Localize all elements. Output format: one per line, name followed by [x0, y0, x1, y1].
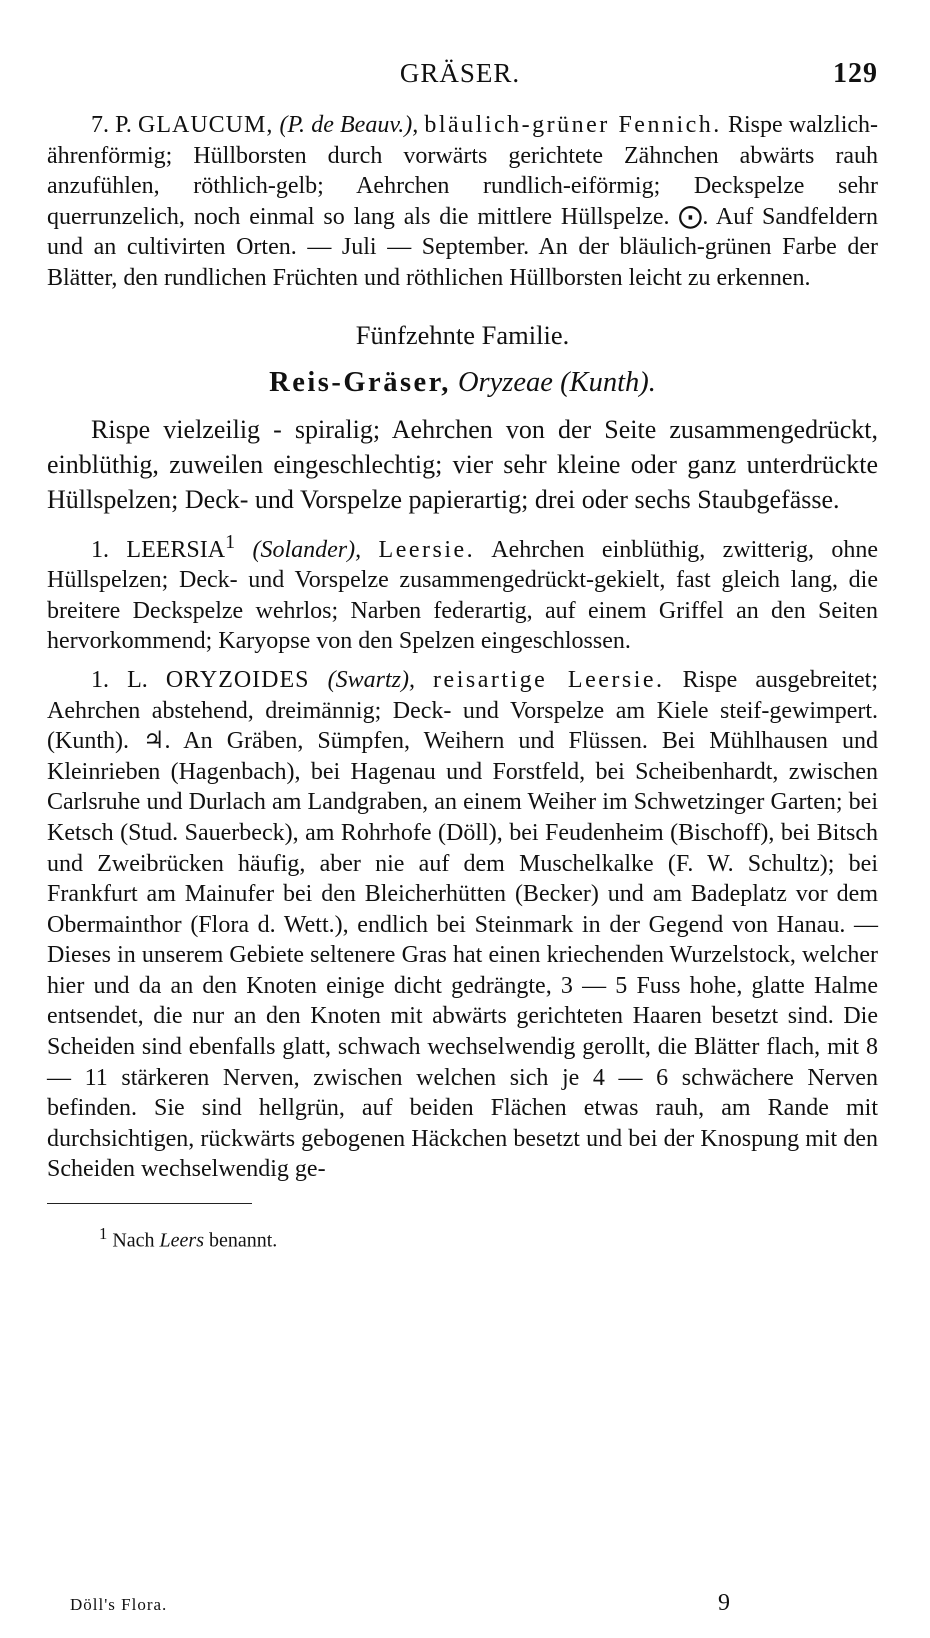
footnote — [47, 1224, 878, 1253]
footnote-mark: 1 — [99, 1224, 108, 1244]
footnote-text-end: benannt. — [208, 1229, 278, 1252]
species-name: ORYZOIDES — [165, 666, 310, 693]
species-description-localities: Rispe ausgebreitet; Aehrchen abstehend, dreimännig; Deck- und Vorspelze am Kiele steif-gewimpert. (Kunth). ♃. An Gräben, Sümpfen, Weihern und Flüssen. Bei Mühlhausen und Kleinrieben (Hagenbach), bei Hagenau und Forstfeld, bei Scheibenhardt, zwischen Carlsruhe und Durlach am Landgraben, an einem Weiher im Schwetzinger Garten; bei Ketsch (Stud. Sauerbeck), am Rohrhofe (Döll), bei Feudenheim (Bischoff), bei Bitsch und Zweibrücken häufig, aber nie auf dem Muschelkalke (F. W. Schultz); bei Frankfurt am Mainufer bei den Bleicherhütten (Becker) und am Badeplatz vor dem Obermainthor (Flora d. Wett.), endlich bei Steinmark in der Gegend von Hanau. — [47, 666, 879, 938]
family-title — [47, 358, 878, 408]
footnote-text-start: Nach — [112, 1229, 155, 1252]
species-entry-oryzoides — [47, 665, 878, 1185]
genus-author: (Solander), — [252, 536, 362, 563]
family-author: (Kunth). — [560, 366, 656, 398]
species-author: (Swartz), — [327, 666, 415, 693]
genus-description: Aehrchen einblüthig, zwitterig, ohne Hüllspelzen; Deck- und Vorspelze zusammengedrückt-gekielt, fast gleich lang, die breitere Deckspelze wehrlos; Narben federartig, auf einem Griffel an den Seiten hervorkommend; Karyopse von den Spelzen eingeschlossen. — [47, 536, 879, 655]
footnote-divider — [47, 1203, 252, 1204]
page-header — [47, 58, 878, 110]
species-common-name: reisartige Leersie. — [433, 666, 665, 693]
species-name: GLAUCUM, — [138, 112, 274, 138]
signature-mark: Döll's Flora. — [70, 1595, 168, 1614]
genus-name: LEERSIA — [126, 536, 226, 563]
species-description-morphology: — Dieses in unserem Gebiete seltenere Gras hat einen kriechenden Wurzelstock, welcher hier und da an den Knoten einige dicht gedrängte, 3 — 5 Fuss hohe, glatte Halme entsendet, die nur an den Knoten mit abwärts gerichteten Haaren besetzt sind. Die Scheiden sind ebenfalls glatt, schwach wechselwendig gerollt, die Blätter flach, mit 8 — 11 stärkeren Nerven, zwischen welchen sich je 4 — 6 schwächere Nerven befinden. Sie sind hellgrün, auf beiden Flächen etwas rauh, am Rande mit durchsichtigen, rückwärts gebogenen Häckchen besetzt und bei der Knospung mit den Scheiden wechselwendig ge- — [47, 911, 878, 1183]
running-title: GRÄSER. — [399, 58, 521, 88]
family-name: Reis-Gräser, — [269, 366, 451, 398]
species-number: 7. P. — [91, 112, 132, 138]
species-number: 1. L. — [91, 666, 148, 693]
family-heading: Fünfzehnte Familie. — [355, 319, 570, 350]
footnote-person-name: Leers — [159, 1229, 204, 1252]
genus-entry-leersia — [47, 527, 878, 657]
gathering-number: 9 — [718, 1590, 730, 1616]
genus-number: 1. — [91, 536, 109, 563]
page-number: 129 — [833, 58, 878, 89]
genus-common-name: Leersie. — [378, 536, 476, 563]
species-common-name: bläulich-grüner Fennich. — [424, 112, 722, 138]
family-description: Rispe vielzeilig - spiralig; Aehrchen von der Seite zusammengedrückt, einblüthig, zuweilen eingeschlechtig; vier sehr kleine oder ganz unterdrückte Hüllspelzen; Deck- und Vorspelze papierartig; drei oder sechs Staubgefässe. — [47, 414, 878, 514]
footnote-reference: 1 — [225, 530, 236, 553]
page-footer — [70, 1590, 730, 1617]
family-latin-name: Oryzeae — [457, 366, 553, 398]
species-author: (P. de Beauv.), — [279, 112, 419, 138]
species-description: Rispe walzlich-ährenförmig; Hüllborsten durch vorwärts gerichtete Zähnchen abwärts rauh anzufühlen, röthlich-gelb; Aehrchen rundlich-eiförmig; Deckspelze sehr querrunzelich, noch einmal so lang als die mittlere Hüllspelze. ⨀. Auf Sandfeldern und an cultivirten Orten. — Juli — September. An der bläulich-grünen Farbe der Blätter, den rundlichen Früchten und röthlichen Hüllborsten leicht zu erkennen. — [47, 112, 879, 291]
species-entry-glaucum — [47, 110, 878, 294]
